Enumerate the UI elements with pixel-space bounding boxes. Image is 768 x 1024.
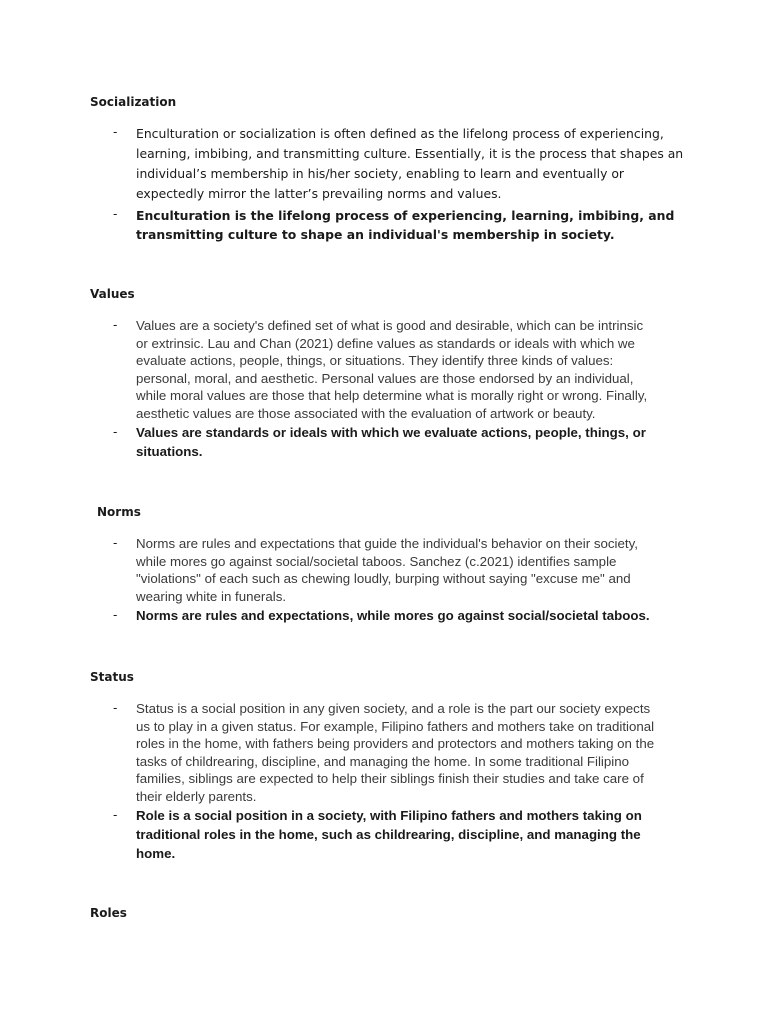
list-item bbox=[113, 124, 696, 204]
bullet-dash: - bbox=[113, 206, 118, 221]
bullet-dash: - bbox=[113, 700, 118, 715]
list-item bbox=[113, 535, 696, 605]
summary-paragraph: Norms are rules and expectations, while mores go against social/societal taboos. bbox=[136, 608, 650, 623]
bullet-dash: - bbox=[113, 317, 118, 332]
list-item bbox=[113, 206, 696, 244]
list-item bbox=[113, 700, 696, 806]
summary-paragraph: Values are standards or ideals with which we evaluate actions, people, things, or situations. bbox=[136, 425, 646, 459]
section-heading-norms: Norms bbox=[97, 505, 141, 519]
section-heading-roles: Roles bbox=[90, 906, 127, 920]
list-item bbox=[113, 607, 696, 626]
summary-paragraph: Role is a social position in a society, with Filipino fathers and mothers taking on traditional roles in the home, such as childrearing, discipline, and managing the home. bbox=[136, 808, 642, 861]
summary-paragraph: Enculturation is the lifelong process of experiencing, learning, imbibing, and transmitting culture to shape an individual's membership in society. bbox=[136, 208, 675, 242]
list-item bbox=[113, 807, 696, 863]
section-heading-socialization: Socialization bbox=[90, 95, 177, 109]
bullet-dash: - bbox=[113, 424, 118, 439]
bullet-dash: - bbox=[113, 607, 118, 622]
bullet-dash: - bbox=[113, 124, 118, 139]
list-item bbox=[113, 424, 696, 462]
section-heading-values: Values bbox=[90, 287, 135, 301]
list-item bbox=[113, 317, 696, 423]
paragraph: Status is a social position in any given society, and a role is the part our society expects us to play in a given status. For example, Filipino fathers and mothers take on traditional roles in the home, with fathers being providers and protectors and mothers taking on the tasks of childrearing, discipline, and managing the home. In some traditional Filipino families, siblings are expected to help their siblings finish their studies and take care of their elderly parents. bbox=[136, 701, 655, 804]
bullet-dash: - bbox=[113, 535, 118, 550]
bullet-dash: - bbox=[113, 807, 118, 822]
paragraph: Values are a society's defined set of what is good and desirable, which can be intrinsic or extrinsic. Lau and Chan (2021) define values as standards or ideals with which we evaluate actions, people, things, or situations. They identify three kinds of values: personal, moral, and aesthetic. Personal values are those endorsed by an individual, while moral values are those that help determine what is morally right or wrong. Finally, aesthetic values are those associated with the evaluation of artwork or beauty. bbox=[136, 318, 648, 421]
paragraph: Enculturation or socialization is often defined as the lifelong process of experiencing, learning, imbibing, and transmitting culture. Essentially, it is the process that shapes an individual’s membership in his/her society, enabling to learn and eventually or expectedly mirror the latter’s prevailing norms and values. bbox=[136, 126, 684, 201]
section-heading-status: Status bbox=[90, 670, 134, 684]
paragraph: Norms are rules and expectations that guide the individual's behavior on their society, while mores go against social/societal taboos. Sanchez (c.2021) identifies sample "violations" of each such as chewing loudly, burping without saying "excuse me" and wearing white in funerals. bbox=[136, 536, 638, 604]
